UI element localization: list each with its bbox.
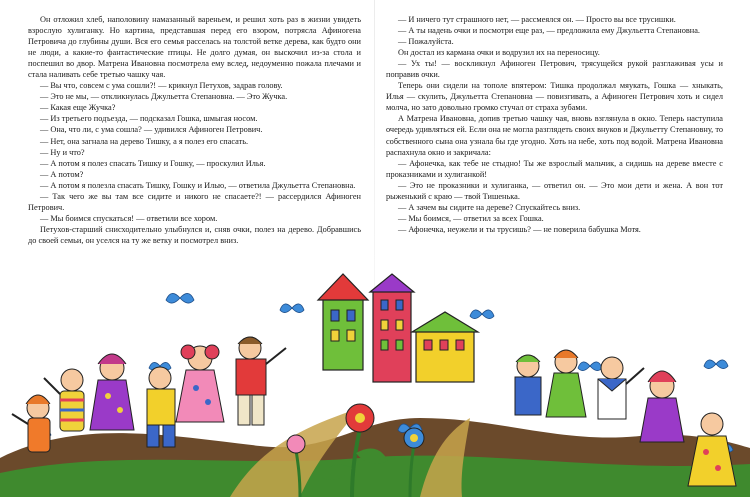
paragraph: — Мы боимся, — ответил за всех Гошка.	[398, 213, 544, 223]
paragraph: — Она, что ли, с ума сошла? — удивился Афиноген Петрович.	[40, 125, 263, 135]
figure-grandma	[688, 413, 736, 486]
paragraph: — А зачем вы сидите на дереве? Спускайтесь вниз.	[398, 202, 581, 212]
paragraph: — А ты надень очки и посмотри еще раз, — предложила ему Джульетта Степановна.	[398, 26, 700, 36]
right-page-text	[386, 14, 723, 235]
paragraph: — Нет, она загнала на дерево Тишку, а я полез его спасать.	[40, 136, 249, 146]
paragraph: Петухов-старший снисходительно улыбнулся и, сняв очки, полез на дерево. Добравшись до своей семьи, он уселся на ту же ветку и посмотрел вниз.	[28, 224, 361, 245]
paragraph: — Какая еще Жучка?	[40, 103, 116, 113]
house-red	[370, 274, 414, 382]
figure-girl-redhair	[640, 371, 684, 442]
paragraph: — Пожалуйста.	[398, 37, 454, 47]
house-green	[318, 274, 368, 370]
figure-sailor	[598, 357, 644, 419]
paragraph: Теперь они сидели на тополе впятером: Тишка продолжал мяукать, Гошка — хныкать, Илья — скулить, Джульетта Степановна — повизгивать, а Афиноген Петрович хоть и сидел молча, но зато довольно громко стучал от страха зубами.	[386, 81, 723, 113]
paragraph: — А потом я полез спасать Тишку и Гошку, — проскулил Илья.	[40, 158, 266, 168]
paragraph: — Это не мы, — откликнулась Джульетта Степановна. — Это Жучка.	[40, 92, 288, 102]
paragraph: Он отложил хлеб, наполовину намазанный вареньем, и решил хоть раз в жизни увидеть взрослую хулиганку. Но картина, представшая перед его взором, потрясла Афиногена Петровича до глубины души. Вся его семья расселась на толстой ветке дерева, как будто они не люди, а какие-то фантастические птицы. Не долго думая, он выскочил из-за стола и поспешил во двор. Матрена Ивановна посмотрела ему вслед, недоуменно пожала плечами и стала наливать себе третью чашку чая.	[28, 15, 361, 80]
paragraph: — Мы боимся спускаться! — ответили все хором.	[40, 213, 218, 223]
left-page-text	[28, 14, 361, 246]
paragraph: — Вы что, совсем с ума сошли?! — крикнул Петухов, задрав голову.	[40, 81, 283, 91]
page-gutter	[374, 0, 375, 300]
paragraph: — Так чего же вы там все сидите и никого не спасаете?! — рассердился Афиноген Петрович.	[28, 191, 361, 212]
figure-girl-pink	[176, 345, 224, 422]
paragraph: — Ну и что?	[40, 147, 85, 157]
paragraph: — А потом я полезла спасать Тишку, Гошку и Илью, — ответила Джульетта Степановна.	[40, 180, 356, 190]
figure-girl-orange	[12, 395, 50, 452]
paragraph: А Матрена Ивановна, допив третью чашку чая, вновь взглянула в окно. Теперь наступила очередь удивляться ей. Если она не могла разглядеть своих внуков и Джульетту Степановну, то собственного сына она узнала бы где угодно. Хоть на небе, хоть под водой. Матрена Ивановна распахнула окно и закричала:	[386, 114, 723, 157]
figure-boy-blue	[515, 355, 541, 415]
figure-man-red	[236, 337, 286, 425]
house-yellow	[412, 312, 478, 382]
paragraph: — Афонечка, как тебе не стыдно! Ты же взрослый мальчик, а сидишь на дереве вместе с проказниками и хулиганкой!	[386, 158, 723, 179]
figure-girl-green	[546, 350, 586, 417]
paragraph: — Ух ты! — воскликнул Афиноген Петрович, трясущейся рукой разглаживая усы и поправив очки.	[386, 59, 723, 80]
paragraph: Он достал из кармана очки и водрузил их на переносицу.	[398, 48, 600, 58]
illustration	[0, 268, 750, 497]
paragraph: — Из третьего подъезда, — подсказал Гошка, шмыгая носом.	[40, 114, 258, 124]
paragraph: — Это не проказники и хулиганка, — ответил он. — Это мои дети и жена. А вон тот рыженький с краю — твой Тишенька.	[386, 180, 723, 201]
paragraph: — Афонечка, неужели и ты трусишь? — не поверила бабушка Мотя.	[398, 224, 641, 234]
paragraph: — И ничего тут страшного нет, — рассмеялся он. — Просто вы все трусишки.	[398, 15, 676, 24]
paragraph: — А потом?	[40, 169, 84, 179]
figure-girl-purple	[90, 354, 134, 430]
